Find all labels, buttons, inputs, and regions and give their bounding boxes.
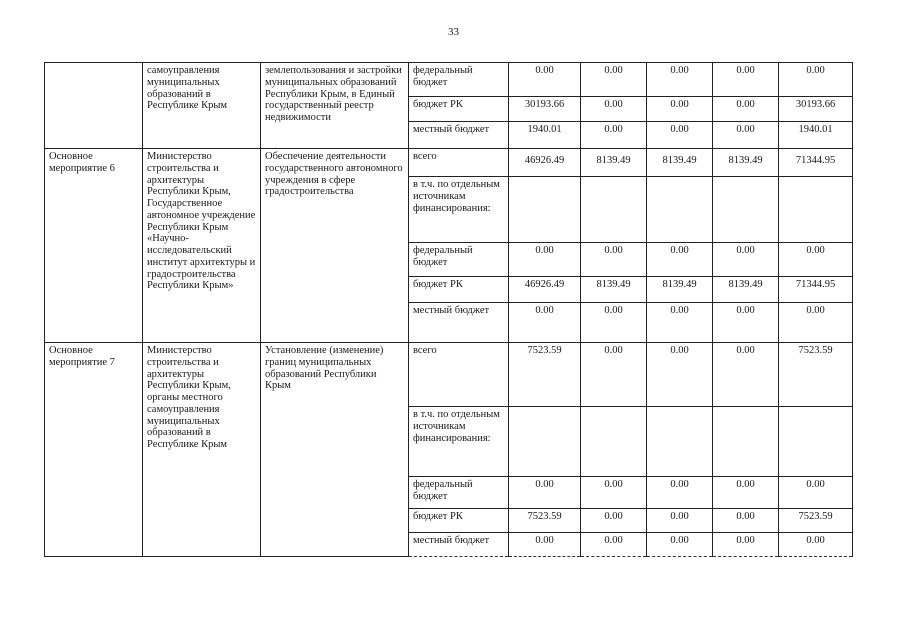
event-title-cell [45, 63, 143, 149]
value-cell: 0.00 [581, 303, 647, 343]
value-cell: 8139.49 [713, 277, 779, 303]
value-cell: 0.00 [647, 533, 713, 557]
value-cell: 0.00 [647, 63, 713, 97]
value-cell: 7523.59 [779, 343, 853, 407]
value-cell: 0.00 [713, 122, 779, 149]
value-cell [647, 177, 713, 243]
value-cell: 0.00 [647, 97, 713, 122]
value-cell: 1940.01 [509, 122, 581, 149]
funding-source: федеральный бюджет [409, 477, 509, 509]
value-cell: 7523.59 [779, 509, 853, 533]
value-cell: 0.00 [647, 343, 713, 407]
value-cell: 0.00 [581, 243, 647, 277]
value-cell: 71344.95 [779, 277, 853, 303]
funding-source: местный бюджет [409, 533, 509, 557]
page-number: 33 [448, 26, 459, 38]
event-name-cell: Установление (изменение) границ муниципальных образований Республики Крым [261, 343, 409, 557]
value-cell [581, 177, 647, 243]
value-cell: 0.00 [779, 63, 853, 97]
value-cell: 0.00 [713, 303, 779, 343]
funding-source: федеральный бюджет [409, 243, 509, 277]
value-cell [647, 407, 713, 477]
funding-source: бюджет РК [409, 277, 509, 303]
budget-table [44, 62, 853, 557]
executor-cell: самоуправления муниципальных образований в Республике Крым [143, 63, 261, 149]
value-cell: 0.00 [509, 63, 581, 97]
executor-cell: Министерство строительства и архитектуры Республики Крым, Государственное автономное учреждение Республики Крым «Научно-исследовательский институт архитектуры и градостроительства Республики Крым» [143, 149, 261, 343]
value-cell [509, 177, 581, 243]
value-cell: 0.00 [509, 303, 581, 343]
value-cell: 46926.49 [509, 277, 581, 303]
table-row [45, 343, 853, 407]
value-cell: 0.00 [779, 533, 853, 557]
value-cell: 0.00 [647, 509, 713, 533]
funding-source: федеральный бюджет [409, 63, 509, 97]
event-name-cell: Обеспечение деятельности государственного автономного учреждения в сфере градостроительства [261, 149, 409, 343]
value-cell [713, 407, 779, 477]
value-cell: 0.00 [713, 533, 779, 557]
value-cell: 46926.49 [509, 149, 581, 177]
value-cell: 8139.49 [647, 149, 713, 177]
value-cell: 0.00 [647, 122, 713, 149]
funding-source: местный бюджет [409, 122, 509, 149]
value-cell: 0.00 [581, 97, 647, 122]
value-cell: 0.00 [779, 303, 853, 343]
funding-source: всего [409, 343, 509, 407]
value-cell: 0.00 [713, 343, 779, 407]
value-cell: 0.00 [779, 243, 853, 277]
event-name-cell: землепользования и застройки муниципальных образований Республики Крым, в Единый государственный реестр недвижимости [261, 63, 409, 149]
table-row [45, 149, 853, 177]
value-cell: 8139.49 [647, 277, 713, 303]
value-cell: 0.00 [581, 122, 647, 149]
funding-source: бюджет РК [409, 509, 509, 533]
funding-source: в т.ч. по отдельным источникам финансирования: [409, 177, 509, 243]
value-cell: 0.00 [713, 63, 779, 97]
value-cell [509, 407, 581, 477]
value-cell: 0.00 [581, 63, 647, 97]
value-cell: 0.00 [647, 243, 713, 277]
value-cell: 0.00 [581, 477, 647, 509]
value-cell: 0.00 [581, 533, 647, 557]
value-cell: 1940.01 [779, 122, 853, 149]
value-cell: 0.00 [509, 243, 581, 277]
value-cell: 8139.49 [581, 277, 647, 303]
value-cell: 30193.66 [509, 97, 581, 122]
value-cell: 0.00 [713, 477, 779, 509]
executor-cell: Министерство строительства и архитектуры Республики Крым, органы местного самоуправления муниципальных образований в Республике Крым [143, 343, 261, 557]
value-cell: 8139.49 [581, 149, 647, 177]
value-cell: 0.00 [713, 243, 779, 277]
funding-source: местный бюджет [409, 303, 509, 343]
value-cell [779, 177, 853, 243]
value-cell: 0.00 [581, 509, 647, 533]
value-cell: 0.00 [779, 477, 853, 509]
event-title-cell: Основное мероприятие 7 [45, 343, 143, 557]
value-cell: 0.00 [713, 97, 779, 122]
value-cell: 7523.59 [509, 509, 581, 533]
table-row [45, 63, 853, 97]
event-title-cell: Основное мероприятие 6 [45, 149, 143, 343]
value-cell: 8139.49 [713, 149, 779, 177]
value-cell [581, 407, 647, 477]
funding-source: в т.ч. по отдельным источникам финансирования: [409, 407, 509, 477]
value-cell: 0.00 [647, 477, 713, 509]
funding-source: всего [409, 149, 509, 177]
value-cell: 0.00 [581, 343, 647, 407]
value-cell [779, 407, 853, 477]
value-cell: 0.00 [509, 533, 581, 557]
value-cell: 0.00 [509, 477, 581, 509]
value-cell: 71344.95 [779, 149, 853, 177]
value-cell: 7523.59 [509, 343, 581, 407]
value-cell: 0.00 [647, 303, 713, 343]
value-cell [713, 177, 779, 243]
value-cell: 0.00 [713, 509, 779, 533]
value-cell: 30193.66 [779, 97, 853, 122]
funding-source: бюджет РК [409, 97, 509, 122]
